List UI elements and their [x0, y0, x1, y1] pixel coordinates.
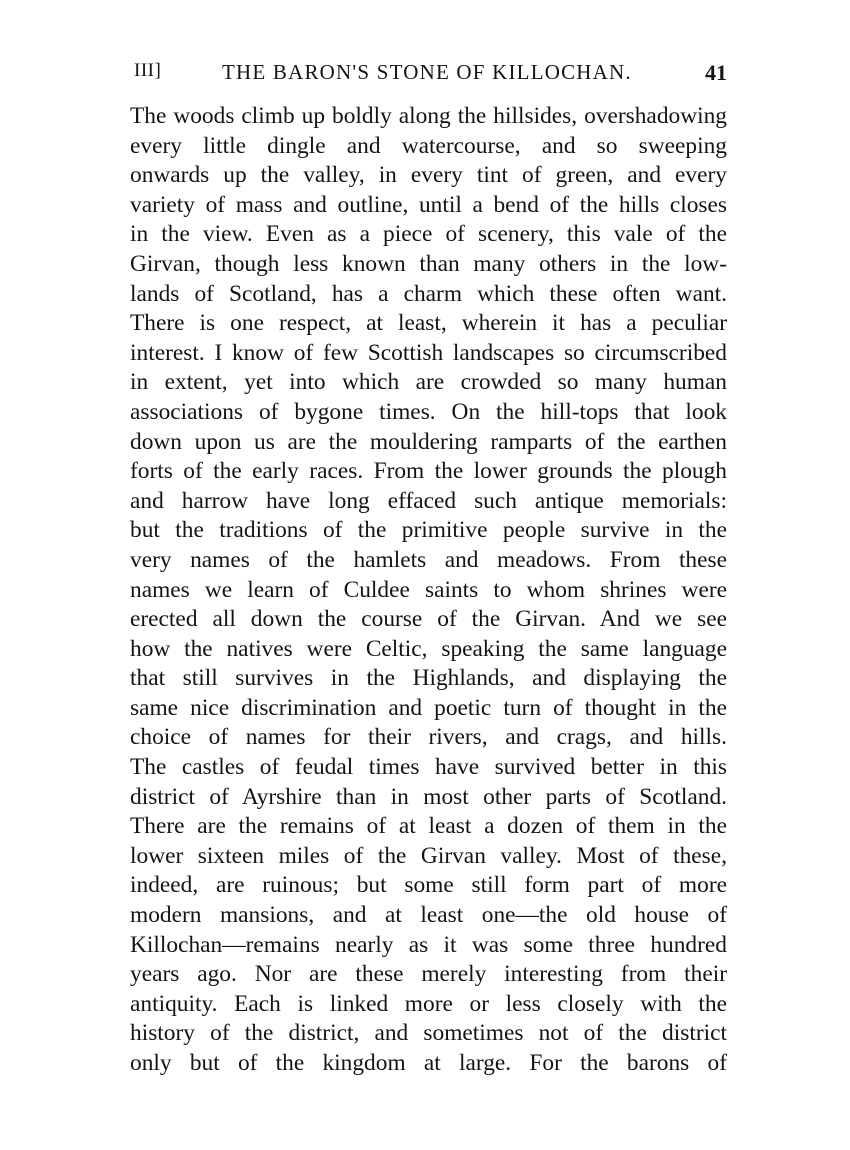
text-line: only but of the kingdom at large. For the barons of: [130, 1050, 727, 1076]
running-head: [130, 60, 727, 90]
text-line: variety of mass and outline, until a bend of the hills closes: [130, 191, 727, 218]
text-line: lands of Scotland, has a charm which these often want.: [130, 280, 727, 307]
text-line: choice of names for their rivers, and crags, and hills.: [130, 724, 727, 751]
text-line: very names of the hamlets and meadows. From these: [130, 546, 727, 573]
text-line: district of Ayrshire than in most other parts of Scotland.: [130, 783, 727, 810]
text-line: in extent, yet into which are crowded so many human: [130, 369, 727, 396]
text-line: modern mansions, and at least one—the old house of: [130, 902, 727, 929]
text-line: lower sixteen miles of the Girvan valley. Most of these,: [130, 842, 727, 869]
text-line: down upon us are the mouldering ramparts of the earthen: [130, 428, 727, 455]
text-line: The castles of feudal times have survived better in this: [130, 754, 727, 781]
text-line: associations of bygone times. On the hill-tops that look: [130, 398, 727, 425]
text-line: every little dingle and watercourse, and so sweeping: [130, 132, 727, 159]
text-line: interest. I know of few Scottish landscapes so circumscribed: [130, 339, 727, 366]
body-text: [130, 102, 727, 1079]
text-line: There is one respect, at least, wherein it has a peculiar: [130, 310, 727, 337]
page-number: 41: [705, 60, 727, 85]
text-line: Girvan, though less known than many others in the low-: [130, 250, 727, 277]
running-title: THE BARON'S STONE OF KILLOCHAN.: [222, 60, 632, 84]
text-line: There are the remains of at least a dozen of them in the: [130, 813, 727, 840]
text-line: years ago. Nor are these merely interesting from their: [130, 961, 727, 988]
chapter-mark: III]: [134, 60, 162, 81]
text-line: that still survives in the Highlands, and displaying the: [130, 665, 727, 692]
text-line: names we learn of Culdee saints to whom shrines were: [130, 576, 727, 603]
text-line: onwards up the valley, in every tint of green, and every: [130, 162, 727, 189]
text-line: forts of the early races. From the lower grounds the plough: [130, 458, 727, 485]
text-line: Killochan—remains nearly as it was some three hundred: [130, 931, 727, 958]
text-line: in the view. Even as a piece of scenery, this vale of the: [130, 221, 727, 248]
text-line: and harrow have long effaced such antique memorials:: [130, 487, 727, 514]
text-line: erected all down the course of the Girvan. And we see: [130, 606, 727, 633]
text-line: how the natives were Celtic, speaking the same language: [130, 635, 727, 662]
text-line: indeed, are ruinous; but some still form part of more: [130, 872, 727, 899]
text-line: same nice discrimination and poetic turn of thought in the: [130, 694, 727, 721]
text-line: but the traditions of the primitive people survive in the: [130, 517, 727, 544]
text-line: antiquity. Each is linked more or less closely with the: [130, 990, 727, 1017]
text-line: history of the district, and sometimes not of the district: [130, 1020, 727, 1047]
text-line: The woods climb up boldly along the hillsides, overshadowing: [130, 103, 727, 129]
